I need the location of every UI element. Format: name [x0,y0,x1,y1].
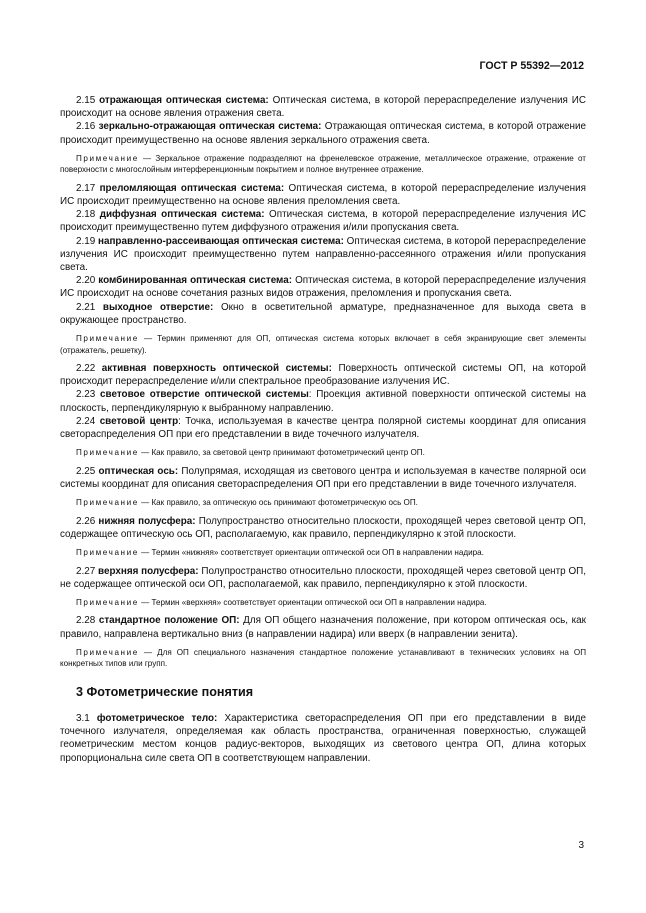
term-definition: Поверхность оптической системы ОП, на которой происходит перераспределение и/или спектральное преобразование излучения ИС. [60,363,586,388]
note-text: Как правило, за световой центр принимают фотометрический центр ОП. [151,448,425,458]
term-number: 2.23 [76,389,96,401]
note [60,153,586,176]
term-entry [60,515,586,541]
term-name: преломляющая оптическая система: [99,182,285,194]
term-name: отражающая оптическая система: [99,95,269,106]
term-name: световое отверстие оптической системы [100,389,309,401]
term-definition: : Проекция активной поверхности оптической системы на плоскость, перпендикулярную к выбранному направлению. [60,389,586,414]
note-label: Примечание [76,498,139,508]
note-text: Термин «верхняя» соответствует ориентации оптической оси ОП в направлении надира. [151,597,487,607]
term-number: 2.21 [76,301,96,313]
term-name: диффузная оптическая система: [99,209,265,221]
note-label: Примечание [76,647,139,657]
term-number: 2.19 [76,235,96,247]
note [60,547,586,559]
term-name: стандартное положение ОП: [98,615,240,627]
term-name: активная поверхность оптической системы: [101,363,332,375]
term-entry [60,415,586,441]
term-entry [60,235,586,275]
note-label: Примечание [76,597,139,607]
term-entry [60,362,586,388]
term-number: 2.15 [76,95,96,106]
note [60,597,586,609]
term-number: 2.24 [76,415,96,427]
note-dash: — [141,448,150,458]
note-label: Примечание [76,448,139,458]
term-name: верхняя полусфера: [98,565,199,577]
term-entry [60,208,586,234]
term-definition: Оптическая система, в которой перераспределение излучения ИС происходит преимущественно путем диффузного отражения и/или пропускания света. [60,209,586,234]
term-name: световой центр [99,415,179,427]
term-name: нижняя полусфера: [98,515,196,527]
note-text: Зеркальное отражение подразделяют на френелевское отражение, металлическое отражение, отражение от поверхности с многослойным интерференционным покрытием и полное внутреннее отражение. [60,153,587,175]
note-text: Как правило, за оптическую ось принимают фотометрическую ось ОП. [151,498,418,508]
term-number: 2.22 [76,363,96,375]
note-dash: — [143,647,153,657]
note-text: Термин применяют для ОП, оптическая система которых включает в себя экранирующие свет элементы (отражатель, решетку). [60,334,587,355]
term-number: 2.28 [76,615,96,627]
note-label: Примечание [76,548,139,558]
term-entry [60,94,586,120]
standard-header: ГОСТ Р 55392—2012 [479,60,584,72]
term-number: 2.25 [76,465,96,477]
note-dash: — [143,153,152,163]
note-label: Примечание [76,334,139,344]
term-definition: Оптическая система, в которой перераспределение излучения ИС происходит на основе сочетания разных видов отражения, преломления и пропускания света. [60,275,587,300]
term-definition: : Точка, используемая в качестве центра полярной системы координат для описания светораспределения ОП при его представлении в виде точечного излучателя. [60,415,586,441]
note [60,497,586,509]
term-entry [60,565,586,591]
term-definition: Полупространство относительно плоскости, проходящей через световой центр ОП, не содержащее оптической оси ОП, располагаемой, как правило, перпендикулярно к этой плоскости. [60,565,586,590]
term-entry [60,301,586,327]
note-dash: — [143,334,153,344]
term-number: 2.16 [76,121,96,133]
term-name: направленно-рассеивающая оптическая система: [98,235,344,247]
term-number: 2.20 [76,275,96,287]
section-heading: 3 Фотометрические понятия [76,684,254,699]
term-entry [60,712,586,765]
term-number: 3.1 [76,712,90,724]
term-entry [60,388,586,414]
term-definition: Для ОП общего назначения положение, при котором оптическая ось, как правило, направлена вертикально вниз (в направлении надира) или вверх (в направлении зенита). [60,615,586,640]
note [60,647,586,670]
term-definition: Оптическая система, в которой перераспределение излучения ИС происходит преимущественно на основе явления преломления света. [60,182,586,208]
term-entry [60,465,586,491]
page-content [60,94,586,765]
term-name: выходное отверстие: [102,301,214,313]
term-entry [60,614,586,640]
term-name: комбинированная оптическая система: [98,275,293,287]
term-name: фотометрическое тело: [96,712,218,724]
term-definition: Оптическая система, в которой перераспределение излучения ИС происходит преимущественно путем направленно-рассеянного отражения и/или пропускания света. [60,235,586,274]
note-text: Термин «нижняя» соответствует ориентации оптической оси ОП в направлении надира. [151,548,484,558]
term-number: 2.27 [76,565,96,577]
term-number: 2.18 [76,209,96,221]
term-entry [60,182,586,208]
note-text: Для ОП специального назначения стандартное положение устанавливают в технических условиях на ОП конкретных типов или групп. [60,647,587,669]
term-definition: Полупрямая, исходящая из светового центра и используемая в качестве полярной оси системы координат для описания светораспределения ОП при его представлении в виде точечного излучателя. [60,465,586,490]
term-definition: Оптическая система, в которой перераспределение излучения ИС происходит на основе явления отражения света. [60,95,587,120]
page-number: 3 [578,840,584,851]
term-definition: Характеристика светораспределения ОП при его представлении в виде точечного излучателя, определяемая как область пространства, ограниченная поверхностью, служащей геометрическим местом концов радиус-векторов, выходящих из светового центра ОП, длина которых пропорциональна силе света ОП в соответствующем направлении. [60,712,587,764]
note-dash: — [141,498,150,508]
term-entry [60,274,586,300]
term-entry [60,120,586,146]
term-number: 2.26 [76,515,96,527]
note-label: Примечание [76,153,139,163]
term-definition: Полупространство относительно плоскости, проходящей через световой центр ОП, содержащее оптическую ось ОП, располагаемую, как правило, перпендикулярно к этой плоскости. [60,515,587,540]
note-dash: — [141,548,150,558]
term-definition: Отражающая оптическая система, в которой отражение происходит преимущественно на основе явления зеркального отражения света. [60,121,586,146]
term-definition: Окно в осветительной арматуре, предназначенное для выхода света в окружающее пространство. [60,301,586,326]
note [60,447,586,459]
term-number: 2.17 [76,182,96,194]
note [60,333,586,356]
term-name: зеркально-отражающая оптическая система: [98,121,322,133]
note-dash: — [141,597,150,607]
term-name: оптическая ось: [98,465,179,477]
